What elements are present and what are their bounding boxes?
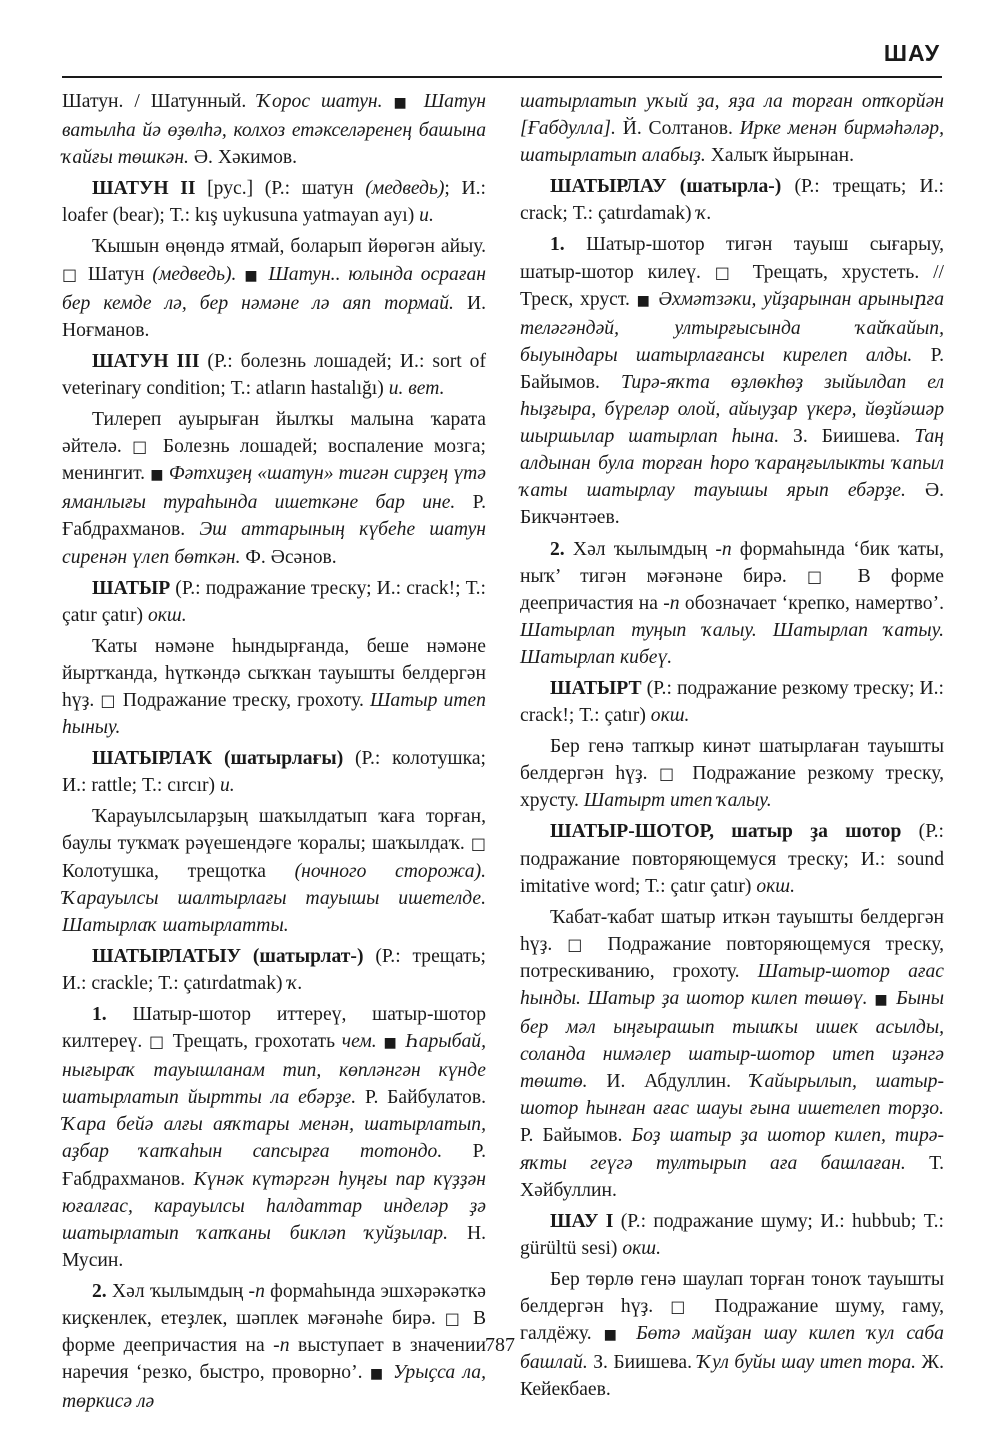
right-entry: Бер төрлө генә шаулап торған тоноҡ тауышты белдергән һүҙ. □ Подражание шуму, гаму, галдёжу. ■ Бөтә майҙан шау килеп ҡул саба башлай. З. Биишева. Ҡул буйы шау итеп тора. Ж. Кейекбаев. — [520, 1268, 944, 1401]
left-column — [62, 88, 486, 1419]
left-entry: Шатун. / Шатунный. Ҡорос шатун. ■ Шатун ватылһа йә өҙөлһә, колхоз етәкселәренең башына ҡайғы төшкән. Ә. Хәкимов. — [62, 91, 486, 169]
right-entry: Бер генә тапҡыр кинәт шатырлаған тауышты белдергән һүҙ. □ Подражание резкому треску, хрусту. Шатырт итеп ҡалыу. — [520, 736, 944, 812]
left-entry: Ҡаты нәмәне һындырғанда, беше нәмәне йыртҡанда, һүткәндә сыҡҡан тауышты белдергән һүҙ. □ Подражание треску, грохоту. Шатыр итеп һыныу. — [62, 635, 486, 739]
running-head: ШАУ — [883, 40, 940, 66]
right-column — [520, 88, 944, 1407]
right-entry: шатырлатып уҡый ҙа, яҙа ла торған отҡорйән [Ғабдулла]. Й. Солтанов. Ирке менән бирмәһәләр, шатырлатып алабыҙ. Халыҡ йырынан. — [520, 91, 945, 167]
page-number: 787 — [485, 1334, 515, 1356]
right-entry: Ҡабат-ҡабат шатыр иткән тауышты белдергән һүҙ. □ Подражание повторяющемуся треску, потрескиванию, грохоту. Шатыр-шотор ағас һынды. Шатыр ҙа шотор килеп төшөү. ■ Быны бер мәл ыңғырашып тышҡы ишек асылды, соланда нимәлер шатыр-шотор итеп иҙәнгә төштө. И. Абдуллин. Ҡайырылып, шатыр-шотор һынған ағас шауы ғына ишетелеп торҙо. Р. Байымов. Боҙ шатыр ҙа шотор килеп, тирә-яҡты геүгә тултырып аға башлаған. Т. Хәйбуллин. — [520, 906, 945, 1201]
left-entry: ШАТЫРЛАТЫУ (шатырлат-) (Р.: трещать; И.: crackle; Т.: çatırdatmak) ҡ. — [62, 945, 486, 994]
right-entry: ШАТЫРТ (Р.: подражание резкому треску; И.: crack!; Т.: çatır) окш. — [520, 677, 944, 727]
left-entry: Тилереп ауырыған йылҡы малына ҡарата әйтелә. □ Болезнь лошадей; воспаление мозга; менингит. ■ Фәтхиҙең «шатун» тигән сирҙең үтә яманлығы тураһында ишеткәне бар ине. Р. Ғабдрахманов. Эш аттарының күбеһе шатун сиренән үлеп бөткән. Ф. Әсәнов. — [62, 409, 487, 568]
left-entry: Ҡарауылсыларҙың шаҡылдатып ҡаға торған, баулы туҡмаҡ рәүешендәге ҡоралы; шаҡылдаҡ. □ Колотушка, трещотка (ночного сторожа). Ҡарауылсы шалтырлағы тауышы ишетелде. Шатырлаҡ шатырлатты. — [62, 806, 486, 936]
right-entry: ШАУ I (Р.: подражание шуму; И.: hubbub; Т.: gürültü sesi) окш. — [520, 1210, 944, 1259]
right-entry: 2. Хәл ҡылымдың -п формаһында ‘бик ҡаты, ныҡ’ тигән мәғәнәне бирә. □ В форме деепричастия на -п обозначает ‘крепко, намертво’. Шатырлап туңып ҡалыу. Шатырлап ҡатыу. Шатырлап кибеү. — [520, 538, 944, 668]
left-entry: ШАТЫРЛАҠ (шатырлағы) (Р.: колотушка; И.: rattle; Т.: cırcır) и. — [62, 748, 486, 797]
left-entry: Ҡышын өңөндә ятмай, боларып йөрөгән айыу. □ Шатун (медведь). ■ Шатун.. юлында осраған бер кемде лә, бер нәмәне лә аяп тормай. И. Ноғманов. — [62, 236, 487, 341]
left-entry: ШАТУН III (Р.: болезнь лошадей; И.: sort of veterinary condition; Т.: atların hastalığı) и. вет. — [62, 350, 486, 399]
header-rule — [62, 76, 942, 78]
right-entry: 1. Шатыр-шотор тигән тауыш сығарыу, шатыр-шотор килеү. □ Трещать, хрустеть. // Треск, хруст. ■ Әхмәтзәки, уйҙарынан арыныրға теләгәндәй, ултырғысында ҡайҡайып, быуындары шатырлағансы кирелеп алды. Р. Байымов. Тирә-яҡта өҙлөкһөҙ зыйылдап ел һыҙғыра, бүреләр олой, айыуҙар үкерә, йөҙйәшәр шыршылар шатырлап һына. З. Биишева. Таң алдынан була торған һоро ҡараңғылыкты ҡапыл ҡаты шатырлау тауышы ярып ебәрҙе. Ә. Бикчәнтәев. — [520, 234, 945, 529]
right-entry: ШАТЫР-ШОТОР, шатыр ҙа шотор (Р.: подражание повторяющемуся треску; И.: sound imitative word; Т.: çatır çatır) окш. — [520, 821, 944, 897]
right-entry: ШАТЫРЛАУ (шатырла-) (Р.: трещать; И.: crack; Т.: çatırdamak) ҡ. — [520, 176, 944, 225]
left-entry: ШАТЫР (Р.: подражание треску; И.: crack!; Т.: çatır çatır) окш. — [62, 577, 486, 626]
left-entry: 2. Хәл ҡылымдың -п формаһында эшхәрәкәткә киҫкенлек, етеҙлек, шәплек мәғәнәһе бирә. □ В форме деепричастия на -п выступает в значении наречия ‘резко, быстро, проворно’. ■ Урыҫса ла, төркисә лә — [62, 1280, 487, 1413]
left-entry: ШАТУН II [рус.] (Р.: шатун (медведь); И.: loafer (bear); Т.: kış uykusuna yatmayan ayı) и. — [62, 178, 486, 227]
left-entry: 1. Шатыр-шотор иттереү, шатыр-шотор килтереү. □ Трещать, грохотать чем. ■ Һарыбай, нығыраҡ тауышланам тип, көпләнгән күнде шатырлатып йыртты ла ебәрҙе. Р. Байбулатов. Ҡара бейә алғы аяҡтары менән, шатырлатып, аҙбар ҡапҡаһын сапсырға тотондо. Р. Ғабдрахманов. Күнәк күтәргән һуңғы пар күҙҙән юғалғас, карауылсы һалдаттар инделәр ҙә шатырлатып ҡапҡаны бикләп ҡуйҙылар. Н. Мусин. — [62, 1004, 486, 1271]
